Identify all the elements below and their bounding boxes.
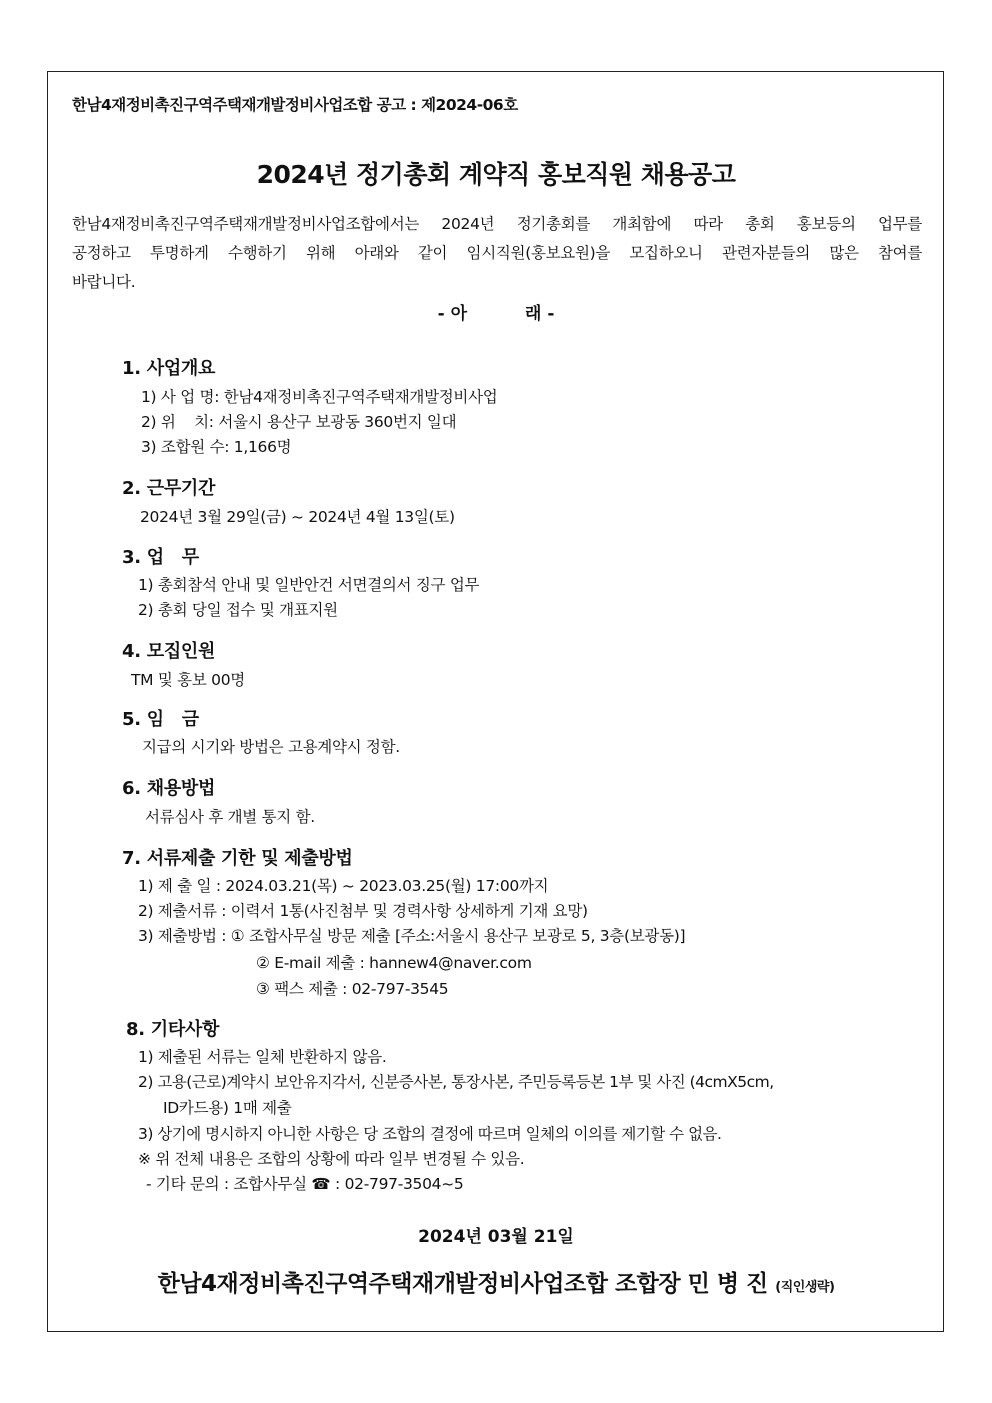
- intro-paragraph: [72, 210, 922, 297]
- section-heading-2: 2. 근무기간: [122, 478, 216, 499]
- section-1-item-3: 3) 조합원 수: 1,166명: [141, 438, 292, 456]
- section-2-text: 2024년 3월 29일(금) ~ 2024년 4월 13일(토): [140, 508, 455, 526]
- below-marker-left: - 아: [437, 304, 467, 324]
- section-7-item-1: 1) 제 출 일 : 2024.03.21(목) ~ 2023.03.25(월) 17:00까지: [138, 877, 549, 895]
- section-3-item-2: 2) 총회 당일 접수 및 개표지원: [138, 601, 338, 619]
- section-7-item-4: ② E-mail 제출 : hannew4@naver.com: [256, 954, 532, 972]
- section-8-item-3: 3) 상기에 명시하지 아니한 사항은 당 조합의 결정에 따르며 일체의 이의를 제기할 수 없음.: [138, 1125, 722, 1143]
- section-8-note: ※ 위 전체 내용은 조합의 상황에 따라 일부 변경될 수 있음.: [138, 1150, 525, 1168]
- section-4-text: TM 및 홍보 00명: [131, 671, 245, 689]
- below-marker: [0, 299, 992, 324]
- intro-line-3: 바랍니다.: [72, 273, 136, 291]
- notice-number: 한남4재정비촉진구역주택재개발정비사업조합 공고 : 제2024-06호: [72, 96, 518, 114]
- section-1-item-2: 2) 위 치: 서울시 용산구 보광동 360번지 일대: [141, 413, 457, 431]
- document-title: 2024년 정기총회 계약직 홍보직원 채용공고: [256, 160, 736, 189]
- section-8-contact: - 기타 문의 : 조합사무실 ☎ : 02-797-3504~5: [146, 1175, 464, 1193]
- section-1-item-1: 1) 사 업 명: 한남4재정비촉진구역주택재개발정비사업: [141, 388, 498, 406]
- signer-name: 한남4재정비촉진구역주택재개발정비사업조합 조합장 민 병 진: [157, 1271, 768, 1297]
- section-heading-5: 5. 임 금: [122, 709, 199, 730]
- section-7-item-3: 3) 제출방법 : ① 조합사무실 방문 제출 [주소:서울시 용산구 보광로 5, 3층(보광동)]: [138, 927, 686, 945]
- section-8-item-2: 2) 고용(근로)계약시 보안유지각서, 신분증사본, 통장사본, 주민등록등본 1부 및 사진 (4cmX5cm,: [138, 1073, 774, 1091]
- section-heading-7: 7. 서류제출 기한 및 제출방법: [122, 848, 353, 869]
- signer-line: [0, 1265, 992, 1298]
- section-heading-3: 3. 업 무: [122, 547, 199, 568]
- section-5-text: 지급의 시기와 방법은 고용계약시 정함.: [142, 738, 400, 756]
- section-6-text: 서류심사 후 개별 통지 함.: [145, 808, 315, 826]
- below-marker-right: 래 -: [525, 304, 555, 324]
- seal-note: (직인생략): [775, 1280, 835, 1295]
- section-heading-6: 6. 채용방법: [122, 778, 216, 799]
- section-8-item-1: 1) 제출된 서류는 일체 반환하지 않음.: [138, 1048, 387, 1066]
- issue-date: 2024년 03월 21일: [418, 1227, 574, 1247]
- section-heading-8: 8. 기타사항: [126, 1019, 220, 1040]
- intro-line-1: 한남4재정비촉진구역주택재개발정비사업조합에서는 2024년 정기총회를 개최함에 따라 총회 홍보등의 업무를: [72, 215, 923, 233]
- intro-line-2: 공정하고 투명하게 수행하기 위해 아래와 같이 임시직원(홍보요원)을 모집하오니 관련자분들의 많은 참여를: [72, 244, 922, 262]
- section-heading-1: 1. 사업개요: [122, 358, 216, 379]
- section-8-item-2-cont: ID카드용) 1매 제출: [163, 1099, 292, 1117]
- section-3-item-1: 1) 총회참석 안내 및 일반안건 서면결의서 징구 업무: [138, 576, 480, 594]
- section-7-item-2: 2) 제출서류 : 이력서 1통(사진첨부 및 경력사항 상세하게 기재 요망): [138, 902, 588, 920]
- section-heading-4: 4. 모집인원: [122, 641, 216, 662]
- section-7-item-5: ③ 팩스 제출 : 02-797-3545: [256, 980, 449, 998]
